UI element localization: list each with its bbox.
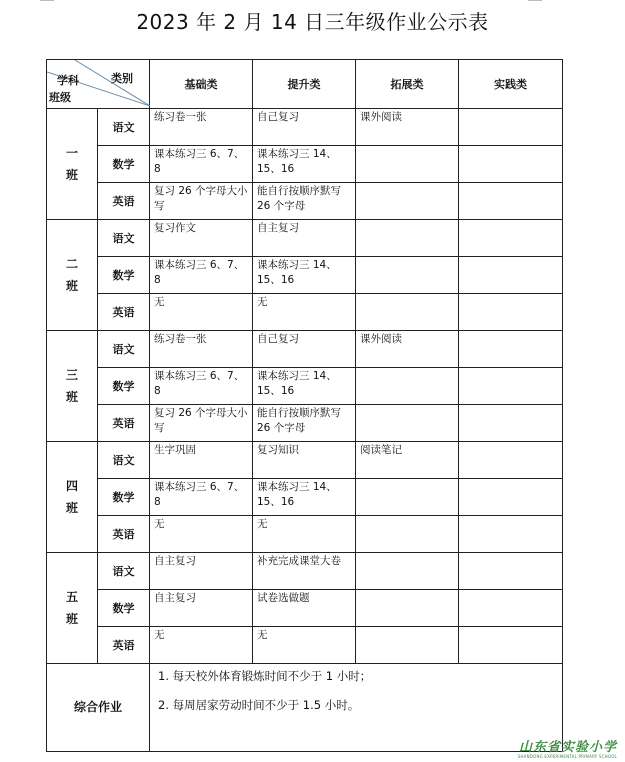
summary-label: 综合作业: [47, 664, 150, 752]
subject-cell: 语文: [98, 220, 150, 257]
homework-cell: 自主复习: [150, 590, 253, 627]
table-row: [47, 442, 563, 479]
class-name-cell: [47, 442, 98, 553]
subject-cell: 数学: [98, 146, 150, 183]
homework-cell: [459, 257, 563, 294]
homework-cell: [356, 405, 459, 442]
homework-cell: [459, 442, 563, 479]
homework-cell: 课本练习三 14、15、16: [253, 257, 356, 294]
subject-label: 学科: [57, 74, 79, 87]
table-row: [47, 220, 563, 257]
summary-content: [150, 664, 563, 752]
homework-cell: [459, 331, 563, 368]
homework-cell: 课本练习三 14、15、16: [253, 146, 356, 183]
table-row: [47, 109, 563, 146]
subject-cell: 英语: [98, 294, 150, 331]
page-edge-mark: [40, 0, 54, 1]
subject-cell: 英语: [98, 516, 150, 553]
homework-cell: 课本练习三 6、7、8: [150, 479, 253, 516]
homework-cell: [459, 405, 563, 442]
homework-cell: 课本练习三 6、7、8: [150, 257, 253, 294]
table-row: [47, 257, 563, 294]
subject-cell: 英语: [98, 405, 150, 442]
summary-item: 2. 每周居家劳动时间不少于 1.5 小时。: [158, 698, 360, 712]
homework-cell: 无: [253, 516, 356, 553]
column-header: 提升类: [253, 60, 356, 109]
table-row: [47, 368, 563, 405]
homework-cell: 无: [150, 516, 253, 553]
class-name: 三班: [65, 368, 78, 404]
column-header: 基础类: [150, 60, 253, 109]
school-logo: [518, 736, 617, 759]
summary-row: [47, 664, 563, 752]
class-name: 二班: [65, 257, 78, 293]
homework-cell: 课本练习三 6、7、8: [150, 146, 253, 183]
homework-cell: [459, 553, 563, 590]
class-name-cell: [47, 553, 98, 664]
homework-cell: 课本练习三 14、15、16: [253, 368, 356, 405]
page-title: 2023 年 2 月 14 日三年级作业公示表: [136, 10, 489, 34]
homework-cell: 自主复习: [253, 220, 356, 257]
class-name: 五班: [65, 590, 78, 626]
class-name: 四班: [65, 479, 78, 515]
homework-table: [46, 59, 563, 752]
table-row: [47, 479, 563, 516]
homework-cell: [459, 479, 563, 516]
homework-cell: 课本练习三 6、7、8: [150, 368, 253, 405]
table-row: [47, 146, 563, 183]
category-label: 类别: [111, 72, 133, 85]
homework-cell: 自主复习: [150, 553, 253, 590]
homework-cell: 无: [253, 627, 356, 664]
subject-cell: 语文: [98, 553, 150, 590]
homework-cell: [356, 553, 459, 590]
homework-cell: 复习知识: [253, 442, 356, 479]
homework-cell: [356, 294, 459, 331]
homework-cell: [459, 146, 563, 183]
subject-cell: 语文: [98, 331, 150, 368]
table-row: [47, 516, 563, 553]
subject-cell: 数学: [98, 257, 150, 294]
homework-cell: 生字巩固: [150, 442, 253, 479]
homework-cell: [459, 516, 563, 553]
class-name-cell: [47, 331, 98, 442]
logo-subtext: SHANDONG EXPERIMENTAL PRIMARY SCHOOL: [517, 754, 617, 759]
homework-cell: 无: [150, 294, 253, 331]
class-name: 一班: [65, 146, 78, 182]
homework-cell: [459, 627, 563, 664]
homework-cell: 能自行按顺序默写 26 个字母: [253, 405, 356, 442]
homework-cell: [356, 220, 459, 257]
subject-cell: 语文: [98, 109, 150, 146]
subject-cell: 英语: [98, 183, 150, 220]
homework-cell: [459, 590, 563, 627]
class-name-cell: [47, 220, 98, 331]
table-row: [47, 294, 563, 331]
homework-cell: [459, 183, 563, 220]
table-row: [47, 590, 563, 627]
homework-cell: [459, 220, 563, 257]
homework-cell: 试卷选做题: [253, 590, 356, 627]
subject-cell: 数学: [98, 590, 150, 627]
homework-cell: 能自行按顺序默写 26 个字母: [253, 183, 356, 220]
subject-cell: 语文: [98, 442, 150, 479]
diagonal-header-cell: [47, 60, 150, 109]
column-header: 拓展类: [356, 60, 459, 109]
class-label: 班级: [49, 91, 71, 104]
homework-cell: [459, 294, 563, 331]
homework-cell: 课本练习三 14、15、16: [253, 479, 356, 516]
column-header: 实践类: [459, 60, 563, 109]
homework-cell: 自己复习: [253, 109, 356, 146]
homework-cell: [459, 109, 563, 146]
homework-cell: 复习 26 个字母大小写: [150, 405, 253, 442]
page-edge-mark: [528, 0, 542, 1]
table-row: [47, 627, 563, 664]
homework-cell: 练习卷一张: [150, 109, 253, 146]
class-name-cell: [47, 109, 98, 220]
homework-cell: [356, 590, 459, 627]
homework-cell: [356, 368, 459, 405]
homework-cell: 自己复习: [253, 331, 356, 368]
homework-cell: [459, 368, 563, 405]
homework-cell: 无: [253, 294, 356, 331]
homework-cell: 复习 26 个字母大小写: [150, 183, 253, 220]
homework-cell: 复习作文: [150, 220, 253, 257]
homework-cell: 补充完成课堂大卷: [253, 553, 356, 590]
homework-cell: [356, 257, 459, 294]
homework-cell: 无: [150, 627, 253, 664]
homework-cell: 课外阅读: [356, 331, 459, 368]
homework-cell: 阅读笔记: [356, 442, 459, 479]
summary-item: 1. 每天校外体育锻炼时间不少于 1 小时；: [158, 669, 372, 683]
subject-cell: 英语: [98, 627, 150, 664]
homework-cell: [356, 183, 459, 220]
header-row: [47, 60, 563, 109]
homework-cell: [356, 479, 459, 516]
logo-text: 山东省实验小学: [518, 740, 617, 755]
table-row: [47, 405, 563, 442]
subject-cell: 数学: [98, 479, 150, 516]
homework-cell: [356, 146, 459, 183]
table-row: [47, 183, 563, 220]
table-row: [47, 553, 563, 590]
homework-cell: 课外阅读: [356, 109, 459, 146]
homework-cell: [356, 516, 459, 553]
homework-cell: 练习卷一张: [150, 331, 253, 368]
subject-cell: 数学: [98, 368, 150, 405]
homework-cell: [356, 627, 459, 664]
table-row: [47, 331, 563, 368]
